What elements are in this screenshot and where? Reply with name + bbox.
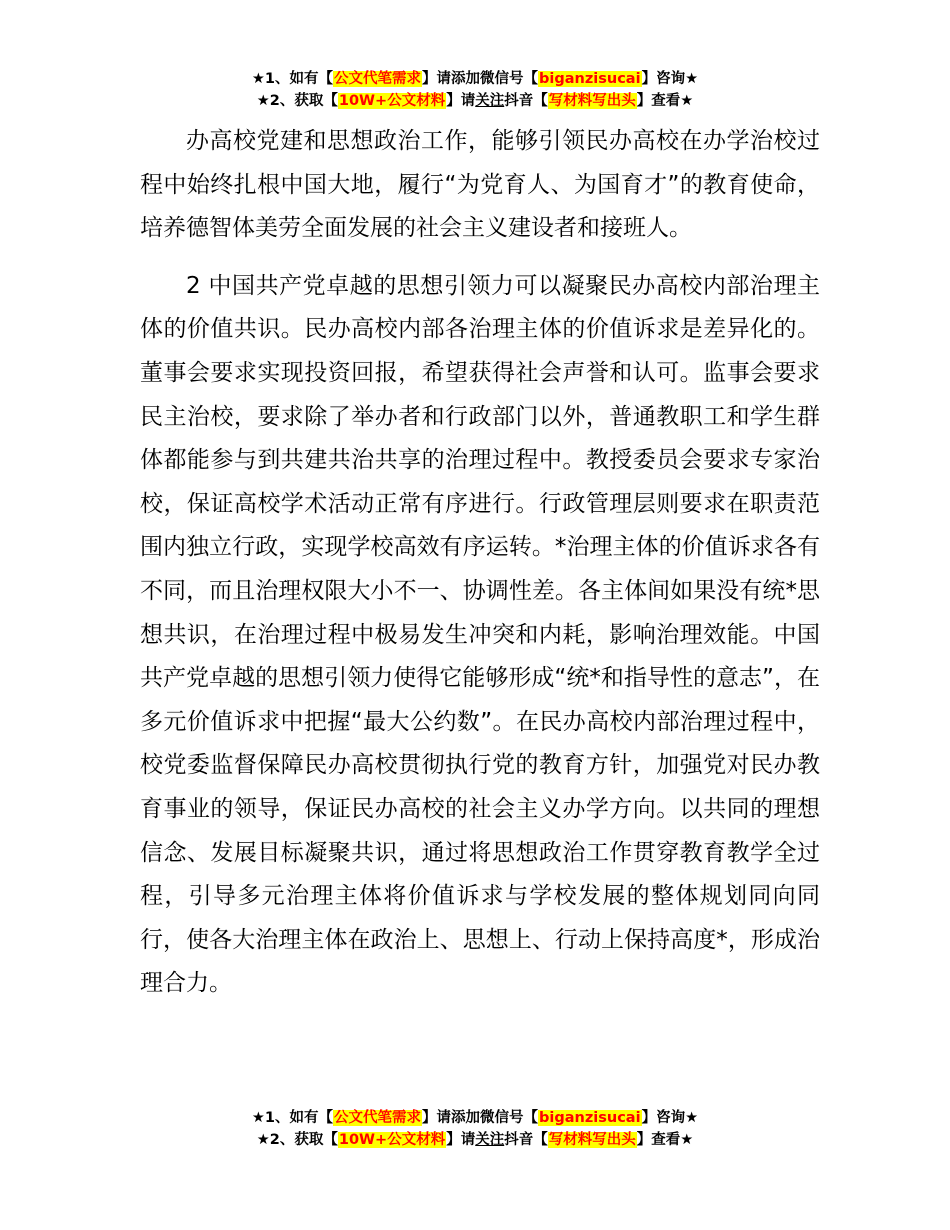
footer-line-1-emphasis: 添加	[451, 1110, 481, 1126]
header-banner	[0, 68, 950, 112]
header-materials-highlight: 10W+公文材料	[338, 93, 446, 109]
header-line-1-mid2: 微信号【	[480, 71, 539, 87]
header-douyin-id: 写材料写出头	[548, 93, 636, 109]
header-line-2-prefix: ★2、获取【	[256, 93, 338, 109]
footer-douyin-id: 写材料写出头	[548, 1132, 636, 1148]
footer-line-2-suffix: 】查看★	[636, 1132, 694, 1148]
header-line-2-mid: 】请	[446, 93, 476, 109]
body-paragraph-2: 2 中国共产党卓越的思想引领力可以凝聚民办高校内部治理主体的价值共识。民办高校内部各治理主体的价值诉求是差异化的。董事会要求实现投资回报，希望获得社会声誉和认可。监事会要求民主治校，要求除了举办者和行政部门以外，普通教职工和学生群体都能参与到共建共治共享的治理过程中。教授委员会要求专家治校，保证高校学术活动正常有序进行。行政管理层则要求在职责范围内独立行政，实现学校高效有序运转。*治理主体的价值诉求各有不同，而且治理权限大小不一、协调性差。各主体间如果没有统*思想共识，在治理过程中极易发生冲突和内耗，影响治理效能。中国共产党卓越的思想引领力使得它能够形成“统*和指导性的意志”，在多元价值诉求中把握“最大公约数”。在民办高校内部治理过程中，校党委监督保障民办高校贯彻执行党的教育方针，加强党对民办教育事业的领导，保证民办高校的社会主义办学方向。以共同的理想信念、发展目标凝聚共识，通过将思想政治工作贯穿教育教学全过程，引导多元治理主体将价值诉求与学校发展的整体规划同向同行，使各大治理主体在政治上、思想上、行动上保持高度*，形成治理合力。	[140, 272, 820, 997]
header-line-2-emphasis: 关注	[475, 93, 505, 109]
body-paragraph-1: 办高校党建和思想政治工作，能够引领民办高校在办学治校过程中始终扎根中国大地，履行“为党育人、为国育才”的教育使命，培养德智体美劳全面发展的社会主义建设者和接班人。	[140, 128, 820, 242]
header-line-1-emphasis: 添加	[451, 71, 481, 87]
header-line-1-prefix: ★1、如有【	[251, 71, 334, 87]
document-body	[140, 120, 820, 1006]
header-service-highlight: 公文代笔需求	[334, 71, 422, 87]
footer-line-1-mid2: 微信号【	[480, 1110, 539, 1126]
footer-banner	[0, 1107, 950, 1151]
footer-line-2	[0, 1129, 950, 1151]
header-line-2-mid2: 抖音【	[504, 93, 548, 109]
header-line-1-suffix: 】咨询★	[641, 71, 699, 87]
header-wechat-id: biganzisucai	[539, 71, 641, 87]
footer-line-1-suffix: 】咨询★	[641, 1110, 699, 1126]
footer-service-highlight: 公文代笔需求	[334, 1110, 422, 1126]
footer-materials-highlight: 10W+公文材料	[338, 1132, 446, 1148]
header-line-1-mid: 】请	[422, 71, 452, 87]
footer-line-2-mid: 】请	[446, 1132, 476, 1148]
footer-wechat-id: biganzisucai	[539, 1110, 641, 1126]
header-line-2-suffix: 】查看★	[636, 93, 694, 109]
footer-line-2-emphasis: 关注	[475, 1132, 505, 1148]
footer-line-1-mid: 】请	[422, 1110, 452, 1126]
header-line-2	[0, 90, 950, 112]
header-line-1	[0, 68, 950, 90]
footer-line-2-mid2: 抖音【	[504, 1132, 548, 1148]
footer-line-2-prefix: ★2、获取【	[256, 1132, 338, 1148]
footer-line-1	[0, 1107, 950, 1129]
footer-line-1-prefix: ★1、如有【	[251, 1110, 334, 1126]
